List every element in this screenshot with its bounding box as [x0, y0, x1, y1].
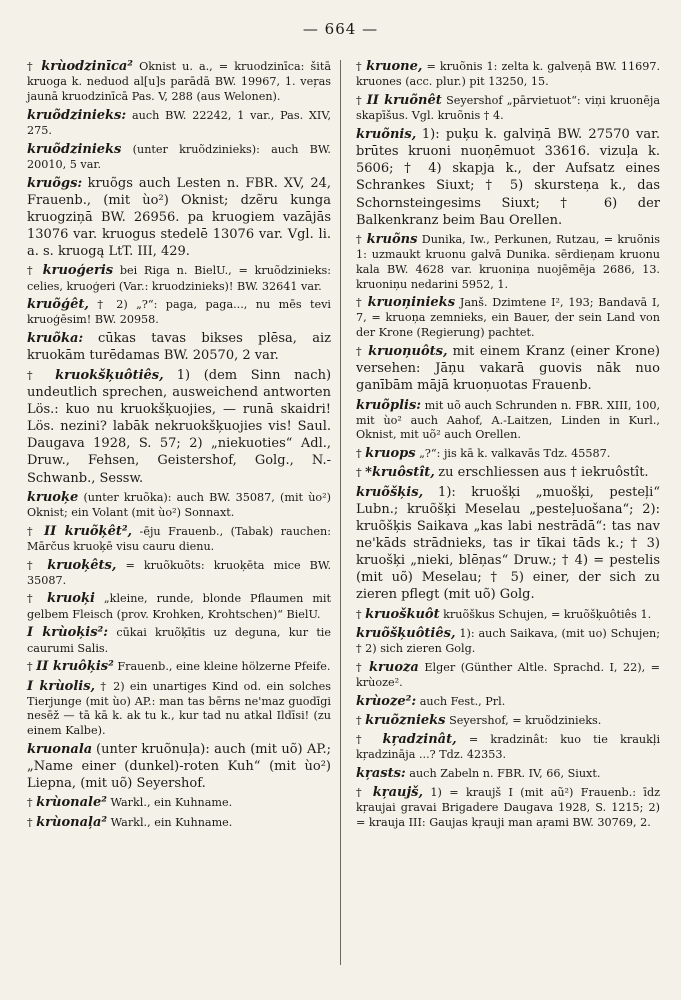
definition-text: „kleine, runde, blonde Pflaumen mit gelbem Fleisch (prov. Krohken, Krohtschen)“ BielU. [27, 592, 331, 621]
dagger: † [27, 524, 37, 538]
definition-text: kruõgs auch Lesten n. FBR. XV, 24, Frauenb., (mit ùo²) Oknist; dzẽru kunga kruogziņā BW. 26956. pa kruogiem vazājās 13076 var. kruogus stedelē 13076 var. Vgl. li. a. s. kruogą LtT. III, 429. [27, 175, 331, 260]
dagger: † [356, 732, 371, 746]
dictionary-entry [27, 814, 331, 831]
definition-text: cūkas tavas bikses plēsa, aiz kruokām turēdamas BW. 20570, 2 var. [27, 331, 331, 364]
definition-text: = kradzinât: kuo tie kraukļi kŗadzināja ...? Tdz. 42353. [356, 732, 661, 762]
headword: kruoza [369, 659, 419, 675]
dagger: † [27, 815, 33, 829]
dictionary-entry [356, 231, 660, 293]
definition-text: = kruõkuõts: kruoķēta mice BW. 35087. [27, 558, 331, 587]
dictionary-entry [356, 294, 660, 341]
dictionary-entry [27, 557, 331, 589]
dagger: † [27, 368, 43, 382]
right-column [356, 58, 660, 833]
dagger: † [27, 592, 38, 606]
dagger: † [356, 93, 363, 107]
definition-text: mit uõ auch Schrunden n. FBR. XIII, 100, mit ùo² auch Aahof, A.-Laitzen, Linden in Kurl., Oknist, mit uõ² auch Orellen. [356, 398, 661, 442]
headword: II kruõķêt², [43, 523, 133, 539]
left-column [27, 58, 331, 833]
definition-text: 1) (dem Sinn nach) undeutlich sprechen, ausweichend antworten Lös.: kuo nu kruokšķuojies, — runā skaidri! Lös. nezini? labāk nekruokšķuojies vis! Saul. Daugava 1928, S. 57; 2) „niekuoties“ Adl., Druw., Fehsen, Geistershof, Golg., N.-Schwanb., Sessw. [27, 367, 332, 486]
definition-text: Elger (Günther Altle. Sprachd. I, 22), = krùoze². [356, 660, 660, 689]
dagger: † [27, 60, 36, 73]
definition-text: (unter kruõdzinieks): auch BW. 20010, 5 var. [27, 142, 331, 171]
dagger: † [27, 660, 33, 674]
headword: kŗaujš, [372, 785, 424, 801]
column-divider [340, 60, 341, 965]
dictionary-entry [356, 464, 660, 481]
dagger: † [27, 796, 33, 810]
headword: I krùolis, [27, 678, 96, 694]
definition-text: bei Riga n. BielU., = kruõdzinieks: celies, kruoģeri (Var.: kruodzinieks)! BW. 32641 var. [27, 264, 332, 293]
dictionary-entry [356, 484, 660, 604]
dictionary-entry [356, 693, 660, 710]
definition-text: kruõškus Schujen, = kruõšķuôtiês 1. [443, 607, 652, 621]
dictionary-entry [356, 445, 660, 462]
definition-text: 1): auch Saikava, (mit uo) Schujen; † 2) sich zieren Golg. [356, 626, 660, 655]
dictionary-entry [356, 606, 660, 623]
headword: krùodzinīca² [41, 59, 133, 74]
definition-text: Seyershof „pārvietuot“: viņi kruonēja skapīšus. Vgl. kruõnis † 4. [356, 93, 660, 123]
dictionary-entry [27, 794, 331, 811]
dictionary-entry [27, 367, 331, 487]
dictionary-entry [27, 658, 331, 675]
headword: *kruôstît, [365, 465, 435, 481]
headword: kruõdzinieks: [27, 107, 127, 123]
dagger: † [356, 60, 363, 73]
headword: kruoškuôt [365, 606, 440, 622]
headword: kruoņinieks [367, 295, 456, 311]
definition-text: -ēju Frauenb., (Tabak) rauchen: Mārčus kruoķē visu cauru dienu. [27, 524, 331, 553]
dictionary-entry [356, 92, 660, 124]
headword: krùoze²: [356, 693, 417, 709]
definition-text: 1): kruošķi „muošķi, pesteļi“ Lubn.; kruõšķi Meselau „pesteļuošana“; 2): kruõšķis Saikava „kas labi nestrādā“: tas nav ne'kāds strādnieks, tas ir tīkai tāds k.; † 3) kruošķi „nieki, blēņas“ Druw.; † 4) = pestelis (mit uõ) Meselau; † 5) einer, der sich zu zieren pflegt (mit uõ) Golg. [356, 484, 660, 603]
definition-text: Frauenb., eine kleine hölzerne Pfeife. [117, 660, 331, 674]
dagger: † [27, 264, 36, 278]
headword: kruops [365, 446, 416, 462]
dictionary-entry [27, 624, 331, 656]
dagger: † [356, 466, 362, 480]
headword: kruõģêt, [27, 297, 89, 313]
dictionary-entry [356, 126, 660, 229]
headword: I krùoķis²: [27, 625, 109, 641]
page-number: — 664 — [302, 20, 379, 38]
headword: kŗasts: [356, 765, 406, 781]
definition-text: auch Zabeln n. FBR. IV, 66, Siuxt. [409, 766, 601, 780]
headword: kruõplis: [356, 397, 422, 413]
headword: krùonaļa² [36, 814, 108, 830]
definition-text: † 2) ein unartiges Kind od. ein solches Tierjunge (mit ùo) AP.: man tas bērns ne'maz guodīgi nesēž — tā kā k. ak tu k., kur tad nu atkal Ildīsi! (zu einem Kalbe). [27, 679, 331, 738]
dictionary-entry [356, 58, 660, 90]
definition-text: „?“: jis kā k. valkavās Tdz. 45587. [419, 447, 611, 461]
definition-text: † 2) „?“: paga, paga..., nu mēs tevi kruoģēsim! BW. 20958. [27, 298, 331, 327]
headword: kruoņuôts, [368, 344, 448, 360]
headword: kŗadzinât, [382, 731, 457, 747]
dictionary-entry [27, 330, 331, 364]
dagger: † [356, 447, 362, 461]
dagger: † [356, 786, 366, 800]
dagger: † [356, 660, 364, 674]
dictionary-entry [27, 58, 331, 105]
headword: kruoķe [27, 489, 79, 505]
dictionary-entry [27, 678, 331, 740]
headword: kruõdzinieks [27, 141, 122, 157]
dictionary-entry [27, 489, 331, 521]
dictionary-entry [356, 765, 660, 782]
dictionary-entry [27, 141, 331, 173]
dictionary-entry [356, 659, 660, 691]
headword: kruoķêts, [47, 557, 117, 573]
dictionary-entry [356, 731, 660, 763]
definition-text: auch BW. 22242, 1 var., Pas. XIV, 275. [27, 108, 331, 137]
definition-text: Warkl., ein Kuhname. [110, 796, 233, 810]
headword: II kruõnêt [366, 92, 442, 108]
definition-text: zu erschliessen aus † iekruôstît. [438, 465, 649, 481]
dictionary-entry [27, 590, 331, 622]
dagger: † [356, 713, 362, 727]
headword: kruõgs: [27, 175, 83, 191]
definition-text: 1): puķu k. galviņā BW. 27570 var. brūtes kruoni nuoņēmuot 33616. vizuļa k. 5606; † 4) skapja k., der Aufsatz eines Schrankes Siuxt; † 5) skursteņa k., das Schornsteingesims Siuxt; † 6) der Balkenkranz beim Bau Orellen. [356, 126, 661, 228]
dictionary-entry [27, 175, 331, 261]
headword: kruõšķuôtiês, [356, 625, 456, 641]
headword: kruõns [366, 231, 418, 247]
definition-text: auch Fest., Prl. [419, 694, 506, 708]
definition-text: mit einem Kranz (einer Krone) versehen: Jāņu vakarā guovis nāk nuo ganībām mājā kruoņuotas Frauenb. [356, 344, 660, 394]
definition-text: Oknist u. a., = kruodzinīca: šitā kruoga k. neduod al[u]s parādā BW. 19967, 1. veŗas jaunā kruodzinīcā Pas. V, 288 (aus Welonen). [27, 60, 331, 103]
dictionary-entry [356, 784, 660, 831]
dictionary-entry [356, 343, 660, 394]
headword: kruõka: [27, 331, 84, 347]
definition-text: Warkl., ein Kuhname. [110, 815, 233, 829]
headword: kruõnis, [356, 126, 417, 142]
dictionary-entry [27, 107, 331, 139]
dictionary-entry [27, 741, 331, 792]
headword: kruoģeris [42, 263, 114, 279]
dagger: † [27, 558, 39, 572]
definition-text: cūkai kruõķītis uz deguna, kur tie caurumi Salis. [27, 626, 332, 655]
headword: kruonala [27, 742, 93, 757]
dictionary-entry [356, 625, 660, 657]
dictionary-entry [27, 262, 331, 294]
definition-text: Janš. Dzimtene I², 193; Bandavā I, 7, = kruoņa zemnieks, ein Bauer, der sein Land von der Krone (Regierung) pachtet. [356, 296, 660, 340]
dictionary-entry [356, 397, 660, 444]
dictionary-entry [356, 712, 660, 729]
dagger: † [356, 345, 364, 359]
dictionary-entry [27, 523, 331, 555]
headword: kruokšķuôtiês, [55, 367, 164, 383]
dictionary-entry [27, 296, 331, 328]
definition-text: Seyershof, = kruõdzinieks. [449, 713, 602, 727]
definition-text: (unter kruõka): auch BW. 35087, (mit ùo²) Oknist; ein Volant (mit ùo²) Sonnaxt. [27, 490, 331, 519]
definition-text: Dunika, Iw., Perkunen, Rutzau, = kruõnis 1: uzmaukt kruonu galvā Dunika. sērdieņam kruonu kala BW. 4628 var. kruoniņa nuojēmēja 2686, 13. kruoniņu nedarini 5952, 1. [356, 232, 660, 291]
dagger: † [356, 607, 362, 621]
definition-text: 1) = kraujš I (mit aũ²) Frauenb.: īdz kŗaujai gravai Brigadere Daugava 1928, S. 1215; 2) = krauja III: Gaujas kŗauji man aŗami BW. 30769, 2. [356, 786, 661, 829]
headword: krùonale² [36, 795, 107, 811]
definition-text: (unter kruõnuļa): auch (mit uõ) AP.; „Name einer (dunkel)-roten Kuh“ (mit ùo²) Liepna, (mit uõ) Seyershof. [27, 742, 331, 792]
headword: kruõšķis, [356, 484, 424, 500]
dagger: † [356, 232, 363, 246]
headword: II kruôķis² [36, 659, 114, 675]
headword: kruoķi [46, 591, 95, 607]
dagger: † [356, 296, 363, 310]
definition-text: = kruõnis 1: zelta k. galveņā BW. 11697. kruones (acc. plur.) pit 13250, 15. [356, 60, 661, 89]
headword: kruõznieks [365, 712, 446, 728]
headword: kruone, [366, 59, 423, 74]
